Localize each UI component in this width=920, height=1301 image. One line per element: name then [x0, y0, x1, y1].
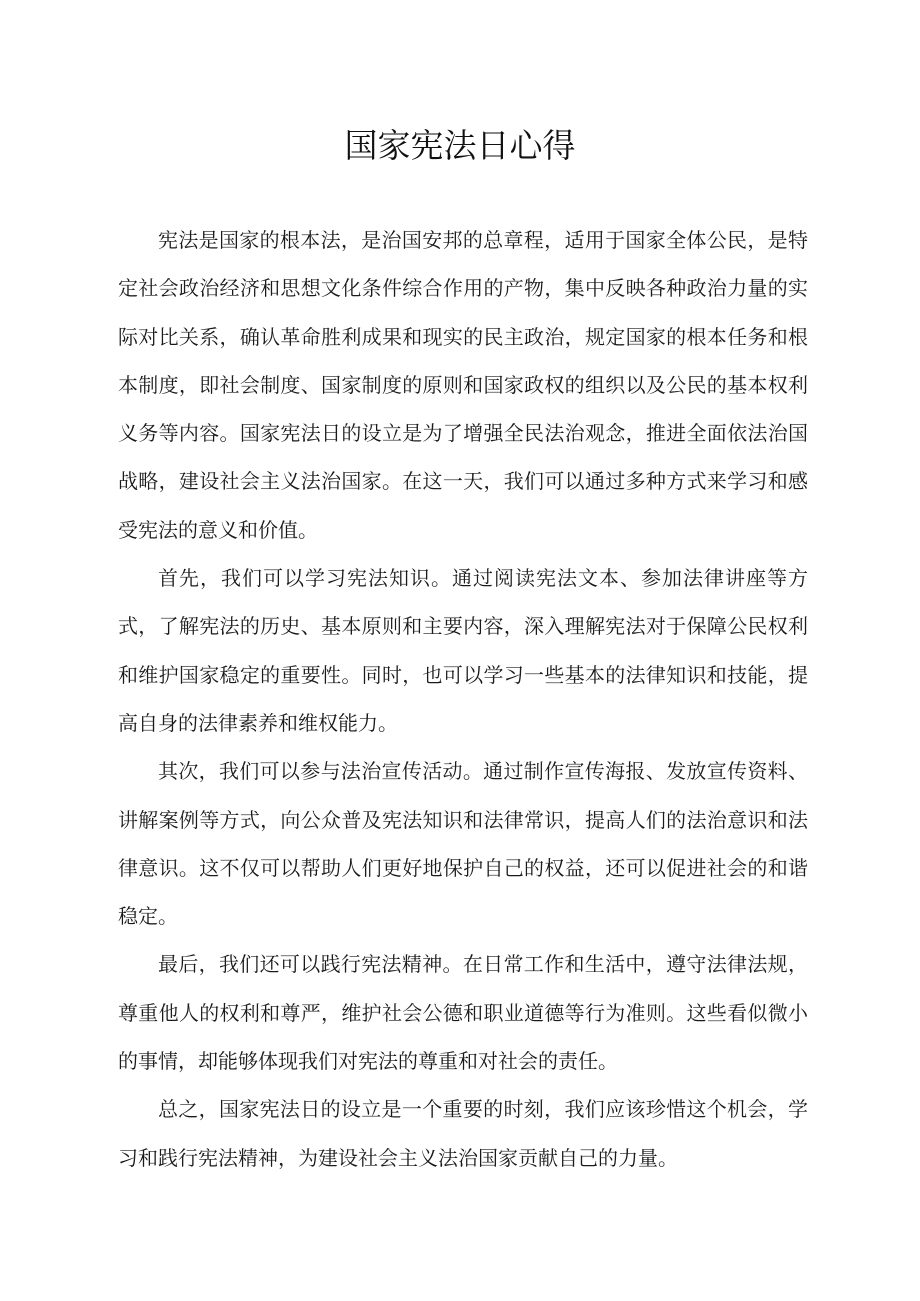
paragraph-first: 首先，我们可以学习宪法知识。通过阅读宪法文本、参加法律讲座等方式，了解宪法的历史、基本原则和主要内容，深入理解宪法对于保障公民权利和维护国家稳定的重要性。同时，也可以学习一些基本的法律知识和技能，提高自身的法律素养和维权能力。 — [118, 566, 808, 735]
document-title: 国家宪法日心得 — [344, 126, 576, 165]
paragraph-second: 其次，我们可以参与法治宣传活动。通过制作宣传海报、发放宣传资料、讲解案例等方式，向公众普及宪法知识和法律常识，提高人们的法治意识和法律意识。这不仅可以帮助人们更好地保护自己的权益，还可以促进社会的和谐稳定。 — [118, 759, 808, 929]
paragraph-intro: 宪法是国家的根本法，是治国安邦的总章程，适用于国家全体公民，是特定社会政治经济和思想文化条件综合作用的产物，集中反映各种政治力量的实际对比关系，确认革命胜利成果和现实的民主政治，规定国家的根本任务和根本制度，即社会制度、国家制度的原则和国家政权的组织以及公民的基本权利义务等内容。国家宪法日的设立是为了增强全民法治观念，推进全面依法治国战略，建设社会主义法治国家。在这一天，我们可以通过多种方式来学习和感受宪法的意义和价值。 — [118, 228, 808, 542]
document-body — [118, 216, 808, 1182]
paragraph-conclusion: 总之，国家宪法日的设立是一个重要的时刻，我们应该珍惜这个机会，学习和践行宪法精神，为建设社会主义法治国家贡献自己的力量。 — [118, 1097, 808, 1170]
paragraph-third: 最后，我们还可以践行宪法精神。在日常工作和生活中，遵守法律法规，尊重他人的权利和尊严，维护社会公德和职业道德等行为准则。这些看似微小的事情，却能够体现我们对宪法的尊重和对社会的责任。 — [118, 952, 808, 1074]
